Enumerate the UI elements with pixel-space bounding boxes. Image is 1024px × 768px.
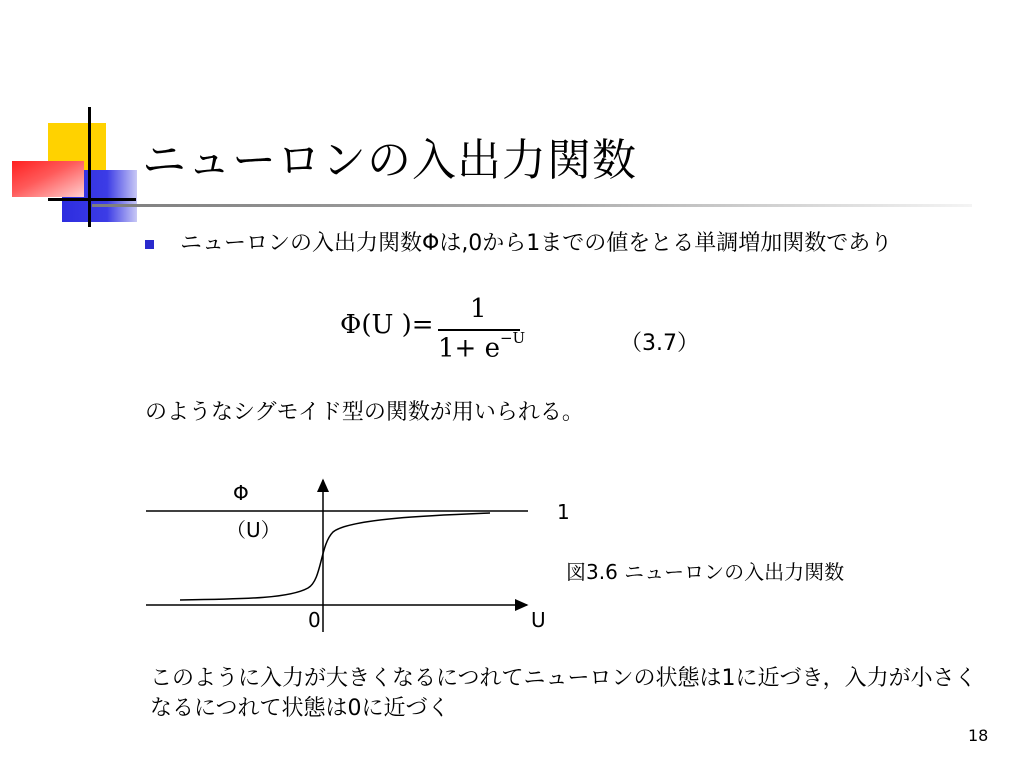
formula-numerator: 1 bbox=[470, 294, 487, 324]
y-axis-label-u: （U） bbox=[226, 518, 281, 542]
slide-title: ニューロンの入出力関数 bbox=[142, 135, 637, 186]
origin-label: 0 bbox=[308, 608, 321, 632]
asymptote-label: 1 bbox=[557, 500, 570, 524]
bullet-text: ニューロンの入出力関数Φは,0から1までの値をとる単調増加関数であり bbox=[180, 231, 893, 256]
page-number: 18 bbox=[968, 726, 989, 745]
y-axis-label-phi: Φ bbox=[233, 481, 249, 505]
denominator-exponent: −U bbox=[499, 329, 526, 347]
equation-number: （3.7） bbox=[620, 331, 699, 356]
conclusion-text: このように入力が大きくなるにつれてニューロンの状態は1に近づき，入力が小さくなるにつれて状態は0に近づく bbox=[150, 666, 977, 721]
x-axis-label: U bbox=[531, 608, 546, 632]
formula-lhs: Φ(U )= bbox=[340, 310, 434, 340]
figure-caption: 図3.6 ニューロンの入出力関数 bbox=[566, 560, 845, 584]
formula-followup-text: のようなシグモイド型の関数が用いられる。 bbox=[145, 400, 584, 425]
denominator-base: 1+ e bbox=[438, 333, 500, 364]
